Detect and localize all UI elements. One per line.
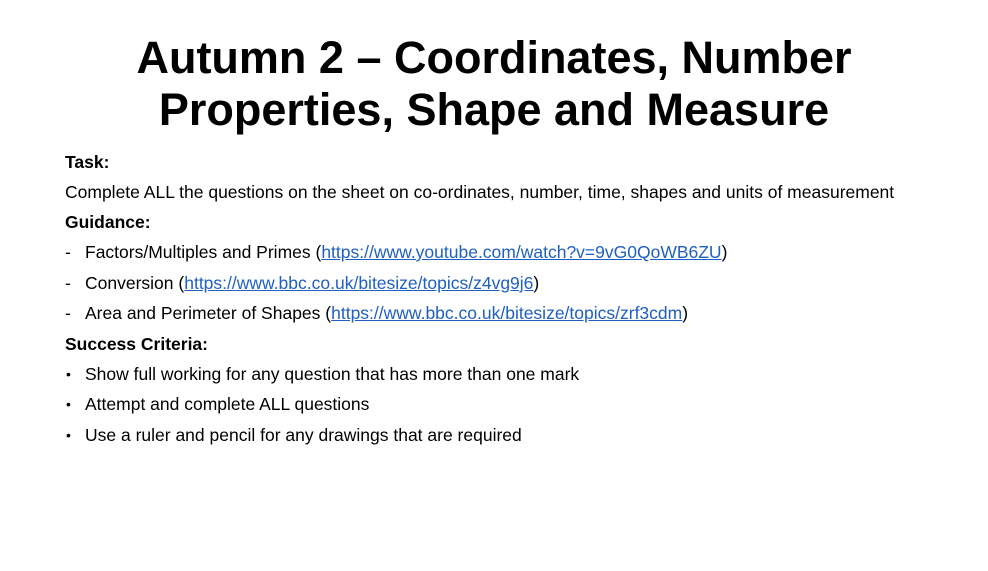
guidance-suffix: ) xyxy=(721,242,728,262)
success-text: Use a ruler and pencil for any drawings that are required xyxy=(85,424,522,445)
bullet-marker: • xyxy=(66,426,71,443)
bullet-marker: • xyxy=(66,396,71,412)
guidance-label: Area and Perimeter of Shapes ( xyxy=(85,303,332,323)
guidance-label: Conversion ( xyxy=(85,272,185,293)
guidance-item-area-perimeter xyxy=(65,303,925,323)
guidance-suffix: ) xyxy=(682,303,689,323)
success-item-complete xyxy=(65,394,925,414)
title-line-2: Properties, Shape and Measure xyxy=(158,84,830,135)
task-heading: Task: xyxy=(65,152,110,172)
conversion-link[interactable]: https://www.bbc.co.uk/bitesize/topics/z4vg9j6 xyxy=(184,272,534,293)
guidance-heading: Guidance: xyxy=(65,212,151,232)
guidance-label: Factors/Multiples and Primes ( xyxy=(85,242,322,262)
success-text: Show full working for any question that has more than one mark xyxy=(85,363,580,384)
success-item-working xyxy=(65,364,925,384)
success-text: Attempt and complete ALL questions xyxy=(85,394,370,414)
title-line-1: Autumn 2 – Coordinates, Number xyxy=(136,32,852,83)
factors-video-link[interactable]: https://www.youtube.com/watch?v=9vG0QoWB6ZU xyxy=(321,242,722,262)
bullet-marker: • xyxy=(66,365,71,382)
success-criteria-heading: Success Criteria: xyxy=(65,333,208,354)
dash-marker: - xyxy=(65,303,71,323)
dash-marker: - xyxy=(65,242,71,262)
guidance-item-conversion xyxy=(65,273,925,293)
dash-marker: - xyxy=(65,272,71,293)
task-text: Complete ALL the questions on the sheet on co-ordinates, number, time, shapes and units of measurement xyxy=(65,182,895,202)
slide-title xyxy=(40,32,948,136)
guidance-suffix: ) xyxy=(533,272,540,293)
slide-body xyxy=(65,152,925,455)
area-perimeter-link[interactable]: https://www.bbc.co.uk/bitesize/topics/zrf3cdm xyxy=(331,303,683,323)
guidance-item-factors xyxy=(65,242,925,262)
success-item-ruler xyxy=(65,425,925,445)
